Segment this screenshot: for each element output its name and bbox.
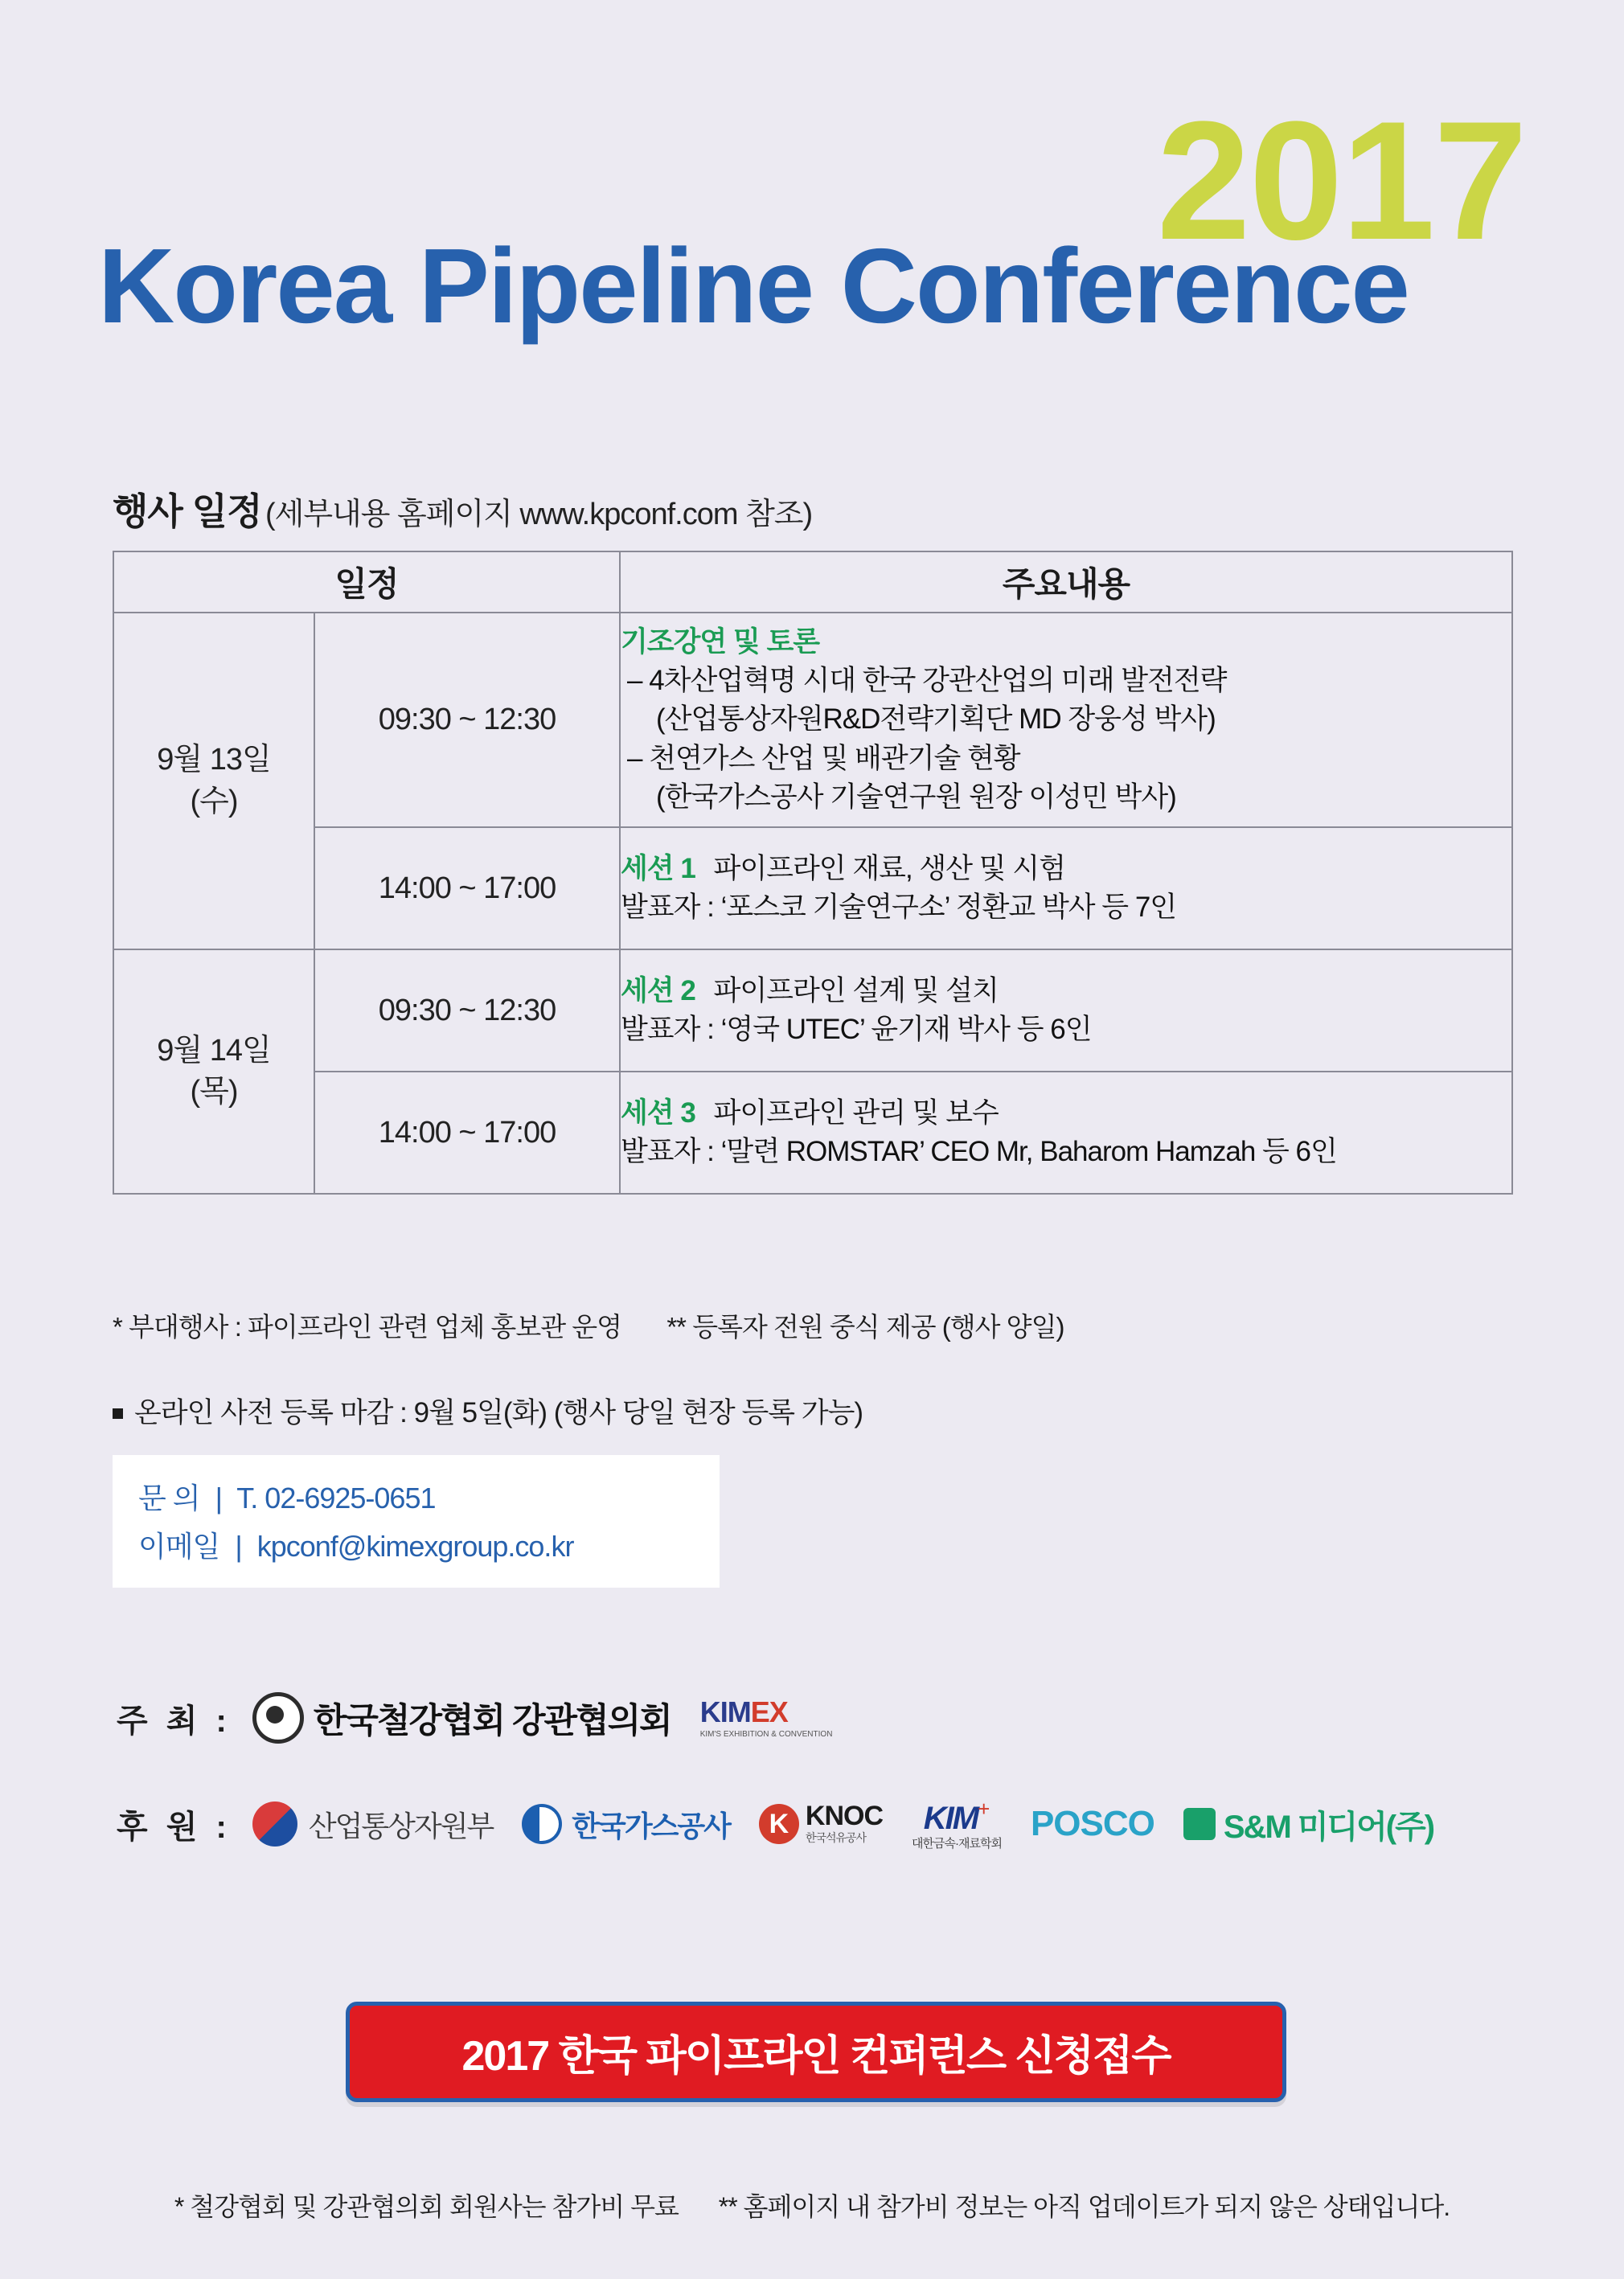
table-header-schedule: 일정 xyxy=(113,551,620,613)
footer-note-1: * 철강협회 및 강관협의회 회원사는 참가비 무료 xyxy=(174,2192,679,2221)
schedule-heading-sub: (세부내용 홈페이지 www.kpconf.com 참조) xyxy=(265,498,813,531)
session1-presenter: 발표자 : ‘포스코 기술연구소’ 정환교 박사 등 7인 xyxy=(621,892,1177,923)
contact-email-value: kpconf@kimexgroup.co.kr xyxy=(256,1530,574,1563)
kimex-part-ex: EX xyxy=(750,1695,788,1728)
logo-knoc xyxy=(759,1802,883,1846)
snm-name: S&M 미디어(주) xyxy=(1223,1809,1434,1845)
session2-title: 파이프라인 설계 및 설치 xyxy=(713,974,999,1006)
cell-time-1400-1700-day1: 14:00 ~ 17:00 xyxy=(314,827,620,949)
keynote-line-1: – 4차산업혁명 시대 한국 강관산업의 미래 발전전략 xyxy=(627,665,1227,697)
kim-subtitle: 대한금속·재료학회 xyxy=(912,1837,1002,1851)
session3-line xyxy=(621,1094,1511,1133)
knoc-name: KNOC xyxy=(805,1801,884,1831)
contact-phone-label: 문 의 xyxy=(138,1482,200,1515)
cell-content-session3 xyxy=(620,1072,1512,1194)
keynote-title: 기조강연 및 토론 xyxy=(621,625,820,658)
note-side-events xyxy=(113,1306,1064,1344)
keynote-line-2: (산업통상자원R&D전략기획단 MD 장웅성 박사) xyxy=(656,703,1216,736)
contact-separator: | xyxy=(235,1530,242,1563)
keynote-line-4: (한국가스공사 기술연구원 원장 이성민 박사) xyxy=(656,781,1176,813)
logo-posco xyxy=(1031,1804,1154,1844)
cell-content-keynote xyxy=(620,613,1512,827)
note-registration xyxy=(113,1391,863,1431)
footer-notes xyxy=(0,2187,1624,2224)
cell-time-0930-1230-day2: 09:30 ~ 12:30 xyxy=(314,949,620,1072)
apply-button[interactable] xyxy=(346,2002,1286,2102)
kogas-name: 한국가스공사 xyxy=(572,1809,730,1842)
note-side-event-text: * 부대행사 : 파이프라인 관련 업체 홍보관 운영 xyxy=(113,1312,621,1342)
kimex-part-kim: KIM xyxy=(699,1695,751,1728)
logo-kim xyxy=(912,1797,1002,1851)
snm-icon xyxy=(1183,1808,1216,1840)
session1-title: 파이프라인 재료, 생산 및 시험 xyxy=(713,852,1065,884)
table-row xyxy=(113,1072,1512,1194)
logo-snm xyxy=(1183,1801,1433,1847)
taegeuk-icon xyxy=(252,1801,297,1847)
square-bullet-icon xyxy=(113,1408,123,1419)
title-block xyxy=(0,86,1624,386)
kimex-wordmark xyxy=(700,1695,788,1728)
date-line-2: (수) xyxy=(190,784,238,818)
contact-separator: | xyxy=(215,1482,222,1515)
knoc-icon: K xyxy=(759,1804,799,1844)
year-text: 2017 xyxy=(1156,86,1526,275)
logo-kogas xyxy=(522,1804,730,1845)
table-header-content: 주요내용 xyxy=(620,551,1512,613)
cell-content-session2 xyxy=(620,949,1512,1072)
apply-button-label: 2017 한국 파이프라인 컨퍼런스 신청접수 xyxy=(461,2033,1171,2080)
page-title: Korea Pipeline Conference xyxy=(98,227,1409,345)
note-lunch-text: ** 등록자 전원 중식 제공 (행사 양일) xyxy=(666,1312,1064,1342)
session3-presenter: 발표자 : ‘말련 ROMSTAR’ CEO Mr, Baharom Hamzah 등 6인 xyxy=(621,1136,1337,1167)
date-line-1: 9월 14일 xyxy=(157,1033,271,1068)
cell-time-1400-1700-day2: 14:00 ~ 17:00 xyxy=(314,1072,620,1194)
date-line-2: (목) xyxy=(190,1075,238,1109)
cell-time-0930-1230-day1: 09:30 ~ 12:30 xyxy=(314,613,620,827)
kimex-subtitle: KIM'S EXHIBITION & CONVENTION xyxy=(699,1729,833,1739)
logo-motie xyxy=(252,1801,493,1847)
kim-name: KIM xyxy=(923,1801,978,1836)
logo-kimex xyxy=(699,1695,833,1739)
note-registration-text: 온라인 사전 등록 마감 : 9월 5일(화) (행사 당일 현장 등록 가능) xyxy=(134,1397,863,1428)
cell-date-sep13 xyxy=(113,613,314,949)
cell-content-session1 xyxy=(620,827,1512,949)
session2-label: 세션 2 xyxy=(621,974,695,1006)
support-label: 후 원 : xyxy=(117,1809,232,1845)
schedule-heading-main: 행사 일정 xyxy=(113,490,262,532)
cell-date-sep14 xyxy=(113,949,314,1194)
contact-phone-value: T. 02-6925-0651 xyxy=(236,1482,436,1515)
logo-ksa xyxy=(252,1692,671,1744)
kim-plus: + xyxy=(978,1797,990,1821)
knoc-subtitle: 한국석유공사 xyxy=(805,1831,867,1844)
session1-line xyxy=(621,850,1511,888)
motie-name: 산업통상자원부 xyxy=(308,1809,494,1842)
contact-email-row xyxy=(138,1524,573,1565)
session2-presenter: 발표자 : ‘영국 UTEC’ 윤기재 박사 등 6인 xyxy=(621,1014,1092,1045)
contact-phone-row xyxy=(138,1476,436,1517)
session3-label: 세션 3 xyxy=(621,1096,695,1129)
table-row xyxy=(113,613,1512,827)
table-header-row xyxy=(113,551,1512,613)
schedule-heading xyxy=(113,482,812,535)
session1-label: 세션 1 xyxy=(621,852,695,884)
ksa-name: 한국철강협회 강관협의회 xyxy=(313,1701,671,1740)
session2-line xyxy=(621,972,1511,1010)
kogas-icon xyxy=(522,1804,562,1844)
footer-note-2: ** 홈페이지 내 참가비 정보는 아직 업데이트가 되지 않은 상태입니다. xyxy=(718,2192,1450,2221)
keynote-line-3: – 천연가스 산업 및 배관기술 현황 xyxy=(627,742,1020,774)
host-label: 주 최 : xyxy=(117,1703,232,1739)
table-row xyxy=(113,949,1512,1072)
contact-email-label: 이메일 xyxy=(138,1530,220,1563)
table-row xyxy=(113,827,1512,949)
contact-box xyxy=(113,1455,720,1588)
session3-title: 파이프라인 관리 및 보수 xyxy=(713,1096,999,1129)
ksa-emblem-icon xyxy=(252,1692,304,1744)
support-row xyxy=(117,1797,1462,1851)
date-line-1: 9월 13일 xyxy=(157,743,271,777)
posco-name: POSCO xyxy=(1030,1804,1154,1843)
schedule-table xyxy=(113,551,1513,1195)
host-row xyxy=(117,1692,861,1744)
